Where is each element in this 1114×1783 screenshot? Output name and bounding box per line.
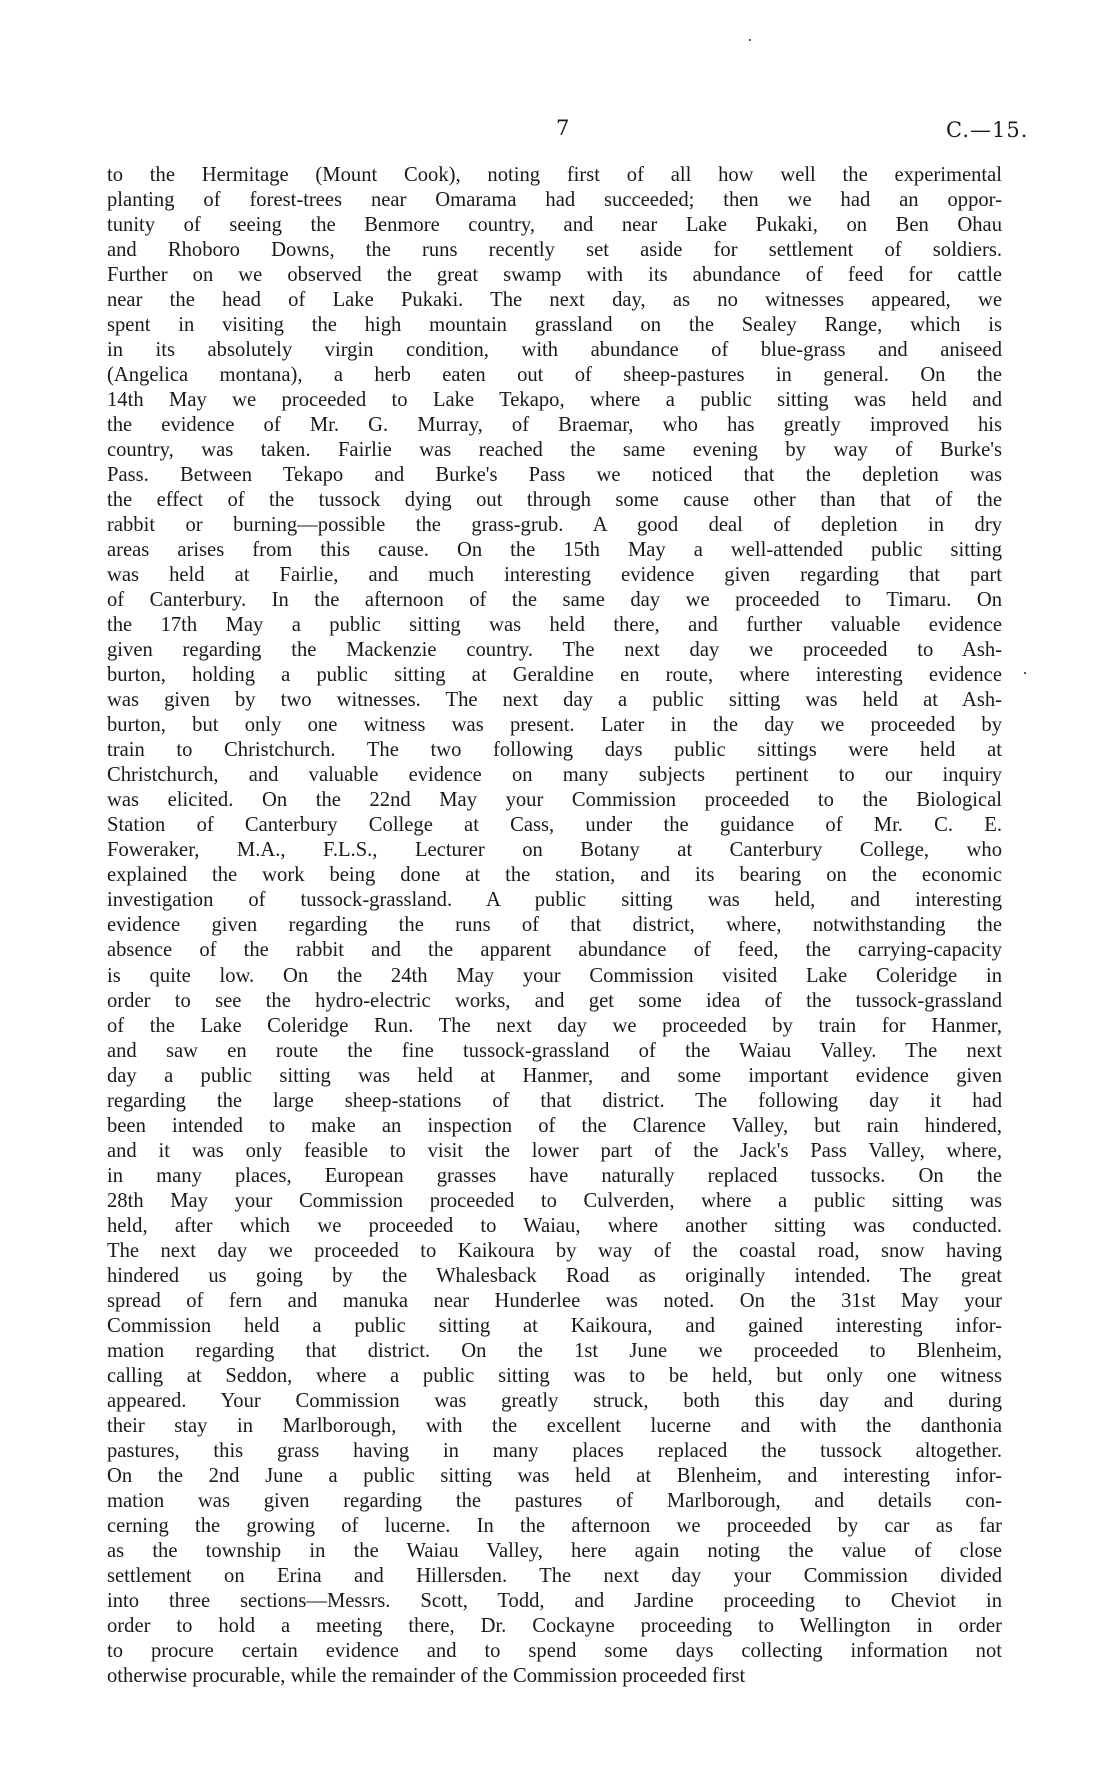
text-line: is quite low. On the 24th May your Commission visited Lake Coleridge in — [107, 964, 1002, 987]
text-line: was elicited. On the 22nd May your Commission proceeded to the Biological — [107, 789, 1002, 812]
text-line: the effect of the tussock dying out through some cause other than that of the — [107, 489, 1002, 512]
text-line: Foweraker, M.A., F.L.S., Lecturer on Botany at Canterbury College, who — [107, 839, 1002, 862]
text-line: and Rhoboro Downs, the runs recently set aside for settlement of soldiers. — [107, 239, 1002, 262]
text-line: calling at Seddon, where a public sitting was to be held, but only one witness — [107, 1364, 1002, 1387]
text-line: mation regarding that district. On the 1st June we proceeded to Blenheim, — [107, 1339, 1002, 1362]
text-line: the 17th May a public sitting was held there, and further valuable evidence — [107, 614, 1002, 637]
text-line: train to Christchurch. The two following days public sittings were held at — [107, 739, 1002, 762]
text-line: and saw en route the fine tussock-grassland of the Waiau Valley. The next — [107, 1039, 1002, 1062]
scan-speck — [749, 39, 751, 41]
text-line: order to hold a meeting there, Dr. Cockayne proceeding to Wellington in order — [107, 1614, 1002, 1637]
text-line: settlement on Erina and Hillersden. The next day your Commission divided — [107, 1564, 1002, 1587]
text-line: of Canterbury. In the afternoon of the same day we proceeded to Timaru. On — [107, 589, 1002, 612]
text-line: otherwise procurable, while the remainder of the Commission proceeded first — [107, 1664, 746, 1687]
text-line: tunity of seeing the Benmore country, and near Lake Pukaki, on Ben Ohau — [107, 214, 1002, 237]
text-line: to the Hermitage (Mount Cook), noting first of all how well the experimental — [107, 164, 1002, 186]
text-line: evidence given regarding the runs of that district, where, notwithstanding the — [107, 914, 1002, 937]
text-line: Station of Canterbury College at Cass, under the guidance of Mr. C. E. — [107, 814, 1002, 837]
text-line: into three sections—Messrs. Scott, Todd, and Jardine proceeding to Cheviot in — [107, 1589, 1002, 1612]
text-line: spent in visiting the high mountain grassland on the Sealey Range, which is — [107, 314, 1002, 337]
text-line: burton, holding a public sitting at Geraldine en route, where interesting evidence — [107, 664, 1002, 687]
page-number: 7 — [556, 116, 570, 140]
text-line: order to see the hydro-electric works, and get some idea of the tussock-grassland — [107, 989, 1002, 1012]
text-line: On the 2nd June a public sitting was held at Blenheim, and interesting infor- — [107, 1464, 1002, 1487]
text-line: 14th May we proceeded to Lake Tekapo, where a public sitting was held and — [107, 389, 1002, 412]
text-line: and it was only feasible to visit the lower part of the Jack's Pass Valley, where, — [107, 1139, 1002, 1162]
text-line: been intended to make an inspection of the Clarence Valley, but rain hindered, — [107, 1114, 1002, 1137]
text-line: as the township in the Waiau Valley, here again noting the value of close — [107, 1539, 1002, 1562]
body-paragraph — [107, 163, 1002, 1689]
text-line: the evidence of Mr. G. Murray, of Braemar, who has greatly improved his — [107, 414, 1002, 437]
text-line: held, after which we proceeded to Waiau, where another sitting was conducted. — [107, 1214, 1002, 1237]
text-line: given regarding the Mackenzie country. The next day we proceeded to Ash- — [107, 639, 1002, 662]
text-line: regarding the large sheep-stations of that district. The following day it had — [107, 1089, 1002, 1112]
text-line: their stay in Marlborough, with the excellent lucerne and with the danthonia — [107, 1414, 1002, 1437]
text-line: The next day we proceeded to Kaikoura by way of the coastal road, snow having — [107, 1239, 1002, 1262]
text-line: appeared. Your Commission was greatly struck, both this day and during — [107, 1389, 1002, 1412]
text-line: (Angelica montana), a herb eaten out of sheep-pastures in general. On the — [107, 364, 1002, 387]
text-line: near the head of Lake Pukaki. The next day, as no witnesses appeared, we — [107, 289, 1002, 312]
text-line: pastures, this grass having in many places replaced the tussock altogether. — [107, 1439, 1002, 1462]
text-line: planting of forest-trees near Omarama had succeeded; then we had an oppor- — [107, 189, 1002, 212]
text-line: Christchurch, and valuable evidence on many subjects pertinent to our inquiry — [107, 764, 1002, 787]
text-line: in many places, European grasses have naturally replaced tussocks. On the — [107, 1164, 1002, 1187]
text-line: rabbit or burning—possible the grass-grub. A good deal of depletion in dry — [107, 514, 1002, 537]
text-line: Commission held a public sitting at Kaikoura, and gained interesting infor- — [107, 1314, 1002, 1337]
text-line: areas arises from this cause. On the 15th May a well-attended public sitting — [107, 539, 1002, 562]
text-line: country, was taken. Fairlie was reached the same evening by way of Burke's — [107, 439, 1002, 462]
text-line: Further on we observed the great swamp with its abundance of feed for cattle — [107, 264, 1002, 287]
document-reference: C.—15. — [946, 118, 1029, 142]
text-line: in its absolutely virgin condition, with abundance of blue-grass and aniseed — [107, 339, 1002, 362]
text-line: to procure certain evidence and to spend some days collecting information not — [107, 1639, 1002, 1662]
scan-speck — [1024, 672, 1026, 674]
text-line: spread of fern and manuka near Hunderlee was noted. On the 31st May your — [107, 1289, 1002, 1312]
text-line: cerning the growing of lucerne. In the afternoon we proceeded by car as far — [107, 1514, 1002, 1537]
text-line: was given by two witnesses. The next day a public sitting was held at Ash- — [107, 689, 1002, 712]
text-line: explained the work being done at the station, and its bearing on the economic — [107, 864, 1002, 887]
text-line: investigation of tussock-grassland. A public sitting was held, and interesting — [107, 889, 1002, 912]
text-line: hindered us going by the Whalesback Road as originally intended. The great — [107, 1264, 1002, 1287]
text-line: was held at Fairlie, and much interesting evidence given regarding that part — [107, 564, 1002, 587]
text-line: day a public sitting was held at Hanmer, and some important evidence given — [107, 1064, 1002, 1087]
text-line: Pass. Between Tekapo and Burke's Pass we noticed that the depletion was — [107, 464, 1002, 487]
text-line: of the Lake Coleridge Run. The next day we proceeded by train for Hanmer, — [107, 1014, 1002, 1037]
text-line: absence of the rabbit and the apparent abundance of feed, the carrying-capacity — [107, 939, 1002, 962]
text-line: 28th May your Commission proceeded to Culverden, where a public sitting was — [107, 1189, 1002, 1212]
text-line: burton, but only one witness was present. Later in the day we proceeded by — [107, 714, 1002, 737]
text-line: mation was given regarding the pastures of Marlborough, and details con- — [107, 1489, 1002, 1512]
